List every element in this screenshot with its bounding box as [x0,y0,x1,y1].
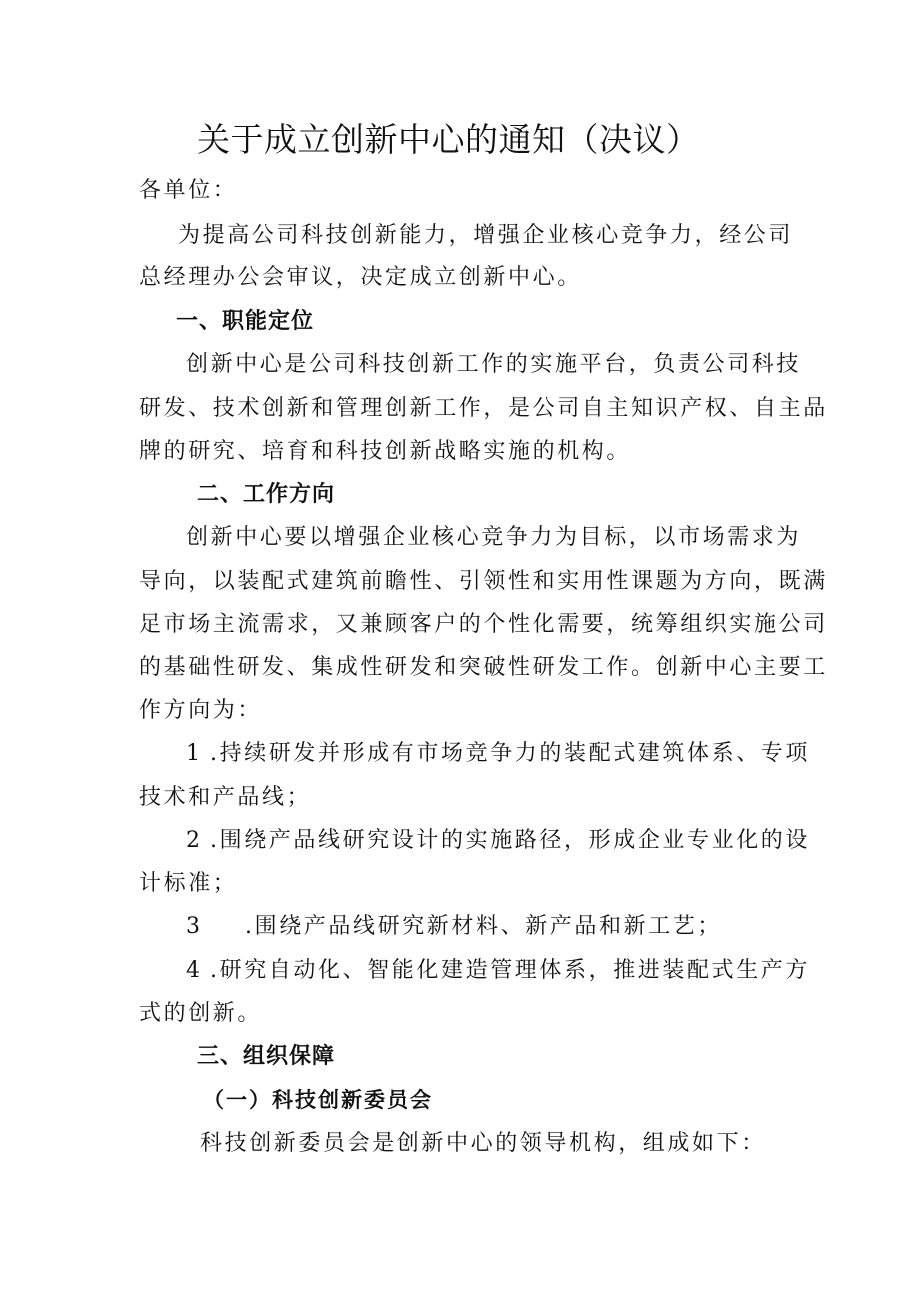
intro-line-1: 为提高公司科技创新能力，增强企业核心竞争力，经公司 [178,223,794,248]
section-3-line-1: 科技创新委员会是创新中心的领导机构，组成如下： [200,1131,766,1156]
section-1-line-3: 牌的研究、培育和科技创新战略实施的机构。 [139,439,632,464]
list-item-number: 3 [186,914,203,939]
list-item-number: 1 [186,741,203,766]
list-item [186,739,810,769]
list-item-number: 4 [186,958,203,983]
list-item-text: .围绕产品线研究设计的实施路径，形成企业专业化的设 [210,828,810,853]
section-2-line-1: 创新中心要以增强企业核心竞争力为目标，以市场需求为 [186,525,802,550]
section-1-line-2: 研发、技术创新和管理创新工作，是公司自主知识产权、自主品 [139,396,828,421]
list-item-continuation: 技术和产品线； [139,785,312,810]
salutation: 各单位： [139,178,238,203]
section-2-line-5: 作方向为： [139,698,263,723]
section-3-heading: 三、组织保障 [197,1044,336,1069]
section-2-line-3: 足市场主流需求，又兼顾客户的个性化需要，统筹组织实施公司 [139,612,828,637]
document-title: 关于成立创新中心的通知（决议） [197,120,700,159]
list-item [186,956,810,986]
list-item-text: .研究自动化、智能化建造管理体系，推进装配式生产方 [210,958,810,983]
list-item [186,826,810,856]
list-item-text: .围绕产品线研究新材料、新产品和新工艺； [245,914,722,939]
section-2-heading: 二、工作方向 [197,482,336,507]
list-item-number: 2 [186,828,203,853]
section-2-line-2: 导向，以装配式建筑前瞻性、引领性和实用性课题为方向，既满 [139,569,828,594]
intro-line-2: 总经理办公会审议，决定成立创新中心。 [139,265,582,290]
list-item-continuation: 式的创新。 [139,1001,263,1026]
section-1-heading: 一、职能定位 [176,309,315,334]
list-item-continuation: 计标准； [139,871,238,896]
list-item-text: .持续研发并形成有市场竞争力的装配式建筑体系、专项 [210,741,810,766]
section-1-line-1: 创新中心是公司科技创新工作的实施平台，负责公司科技 [186,352,802,377]
section-3-subheading: （一）科技创新委员会 [203,1088,433,1112]
list-item [186,912,722,942]
section-2-line-4: 的基础性研发、集成性研发和突破性研发工作。创新中心主要工 [139,655,828,680]
